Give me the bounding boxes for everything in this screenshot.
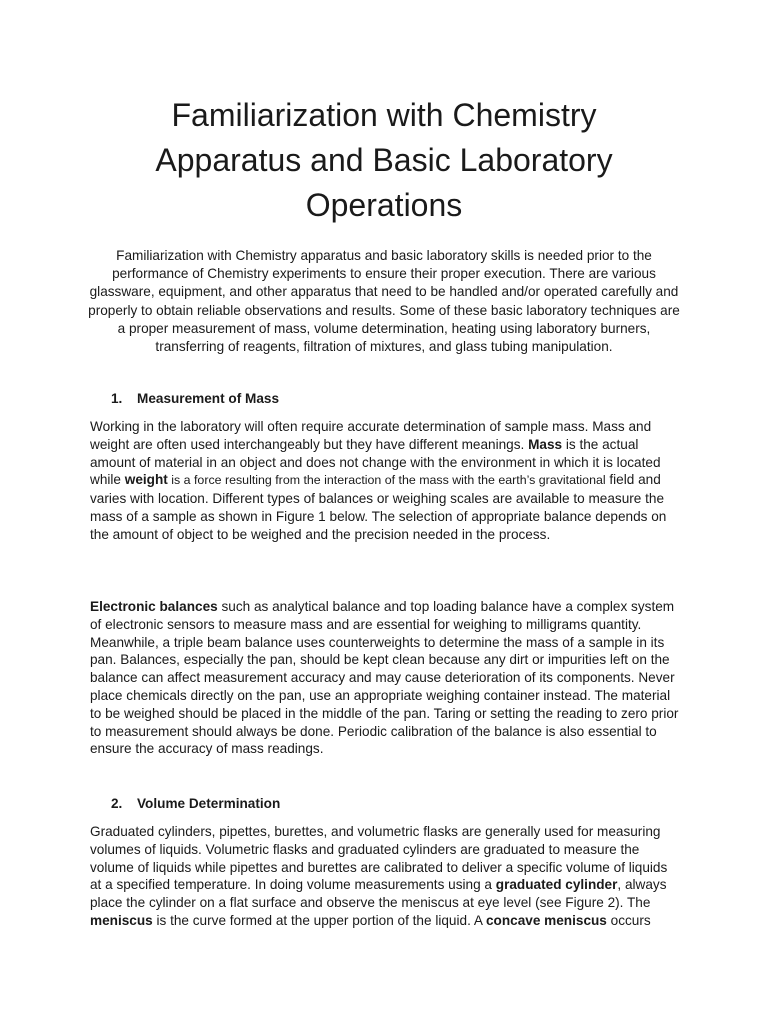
volume-paragraph xyxy=(90,823,682,930)
document-title xyxy=(90,93,678,228)
meniscus-term: meniscus xyxy=(90,912,153,928)
graduated-cylinder-term: graduated cylinder xyxy=(495,877,618,893)
concave-meniscus-term: concave meniscus xyxy=(485,912,607,928)
mass-text-4: field and varies with location. Different types of balances or weighing scales are available to measure the mass of a sample as shown in Figure 1 below. The selection of appropriate balance depends on the amount of object to be weighed and the precision needed in the process. xyxy=(90,472,667,542)
section-1-title: Measurement of Mass xyxy=(137,391,280,406)
section-1-number: 1. xyxy=(111,391,123,406)
weight-term: weight xyxy=(124,472,168,488)
volume-text-1: Graduated cylinders, pipettes, burettes, and volumetric flasks are generally used for measuring volumes of liquids. Volumetric flasks and graduated cylinders are graduated to measure the volume of liquids while pipettes and burettes are calibrated to deliver a specific volume of liquids at a specified temperature. In doing volume measurements using a xyxy=(90,824,668,893)
section-2-number: 2. xyxy=(111,796,123,811)
mass-term: Mass xyxy=(528,436,563,452)
intro-paragraph: Familiarization with Chemistry apparatus and basic laboratory skills is needed prior to the performance of Chemistry experiments to ensure their proper execution. There are various glassware, equipment, and other apparatus that need to be handled and/or operated carefully and properly to obtain reliable observations and results. Some of these basic laboratory techniques are a proper measurement of mass, volume determination, heating using laboratory burners, transferring of reagents, filtration of mixtures, and glass tubing manipulation. xyxy=(88,248,680,355)
mass-text-2: is the actual amount of material in an object and does not change with the environment in which it is located while xyxy=(90,436,661,488)
volume-text-2: , always place the cylinder on a flat surface and observe the meniscus at eye level (see Figure 2). The xyxy=(90,877,667,911)
electronic-balances-term: Electronic balances xyxy=(90,599,218,614)
section-2-title: Volume Determination xyxy=(137,796,281,811)
title-line-3: Operations xyxy=(305,187,463,223)
section-1-heading xyxy=(111,390,279,408)
title-line-1: Familiarization with Chemistry xyxy=(171,97,597,133)
section-2-heading xyxy=(111,795,280,813)
volume-text-3: is the curve formed at the upper portion of the liquid. A xyxy=(152,912,486,928)
mass-text-1: Working in the laboratory will often require accurate determination of sample mass. Mass and weight are often used interchangeably but they have different meanings. xyxy=(90,419,652,452)
mass-paragraph xyxy=(90,418,682,544)
balances-paragraph xyxy=(90,598,682,758)
title-line-2: Apparatus and Basic Laboratory xyxy=(155,142,613,178)
volume-text-4: occurs xyxy=(606,912,651,928)
balances-text: such as analytical balance and top loading balance have a complex system of electronic sensors to measure mass and are essential for weighing to milligrams quantity. Meanwhile, a triple beam balance uses counterweights to determine the mass of a sample in its pan. Balances, especially the pan, should be kept clean because any dirt or impurities left on the balance can affect measurement accuracy and may cause deterioration of its components. Never place chemicals directly on the pan, use an appropriate weighing container instead. The material to be weighed should be placed in the middle of the pan. Taring or setting the reading to zero prior to measurement should always be done. Periodic calibration of the balance is also essential to ensure the accuracy of mass readings. xyxy=(90,599,679,757)
mass-text-3: is a force resulting from the interaction of the mass with the earth’s gravitational xyxy=(167,473,606,488)
